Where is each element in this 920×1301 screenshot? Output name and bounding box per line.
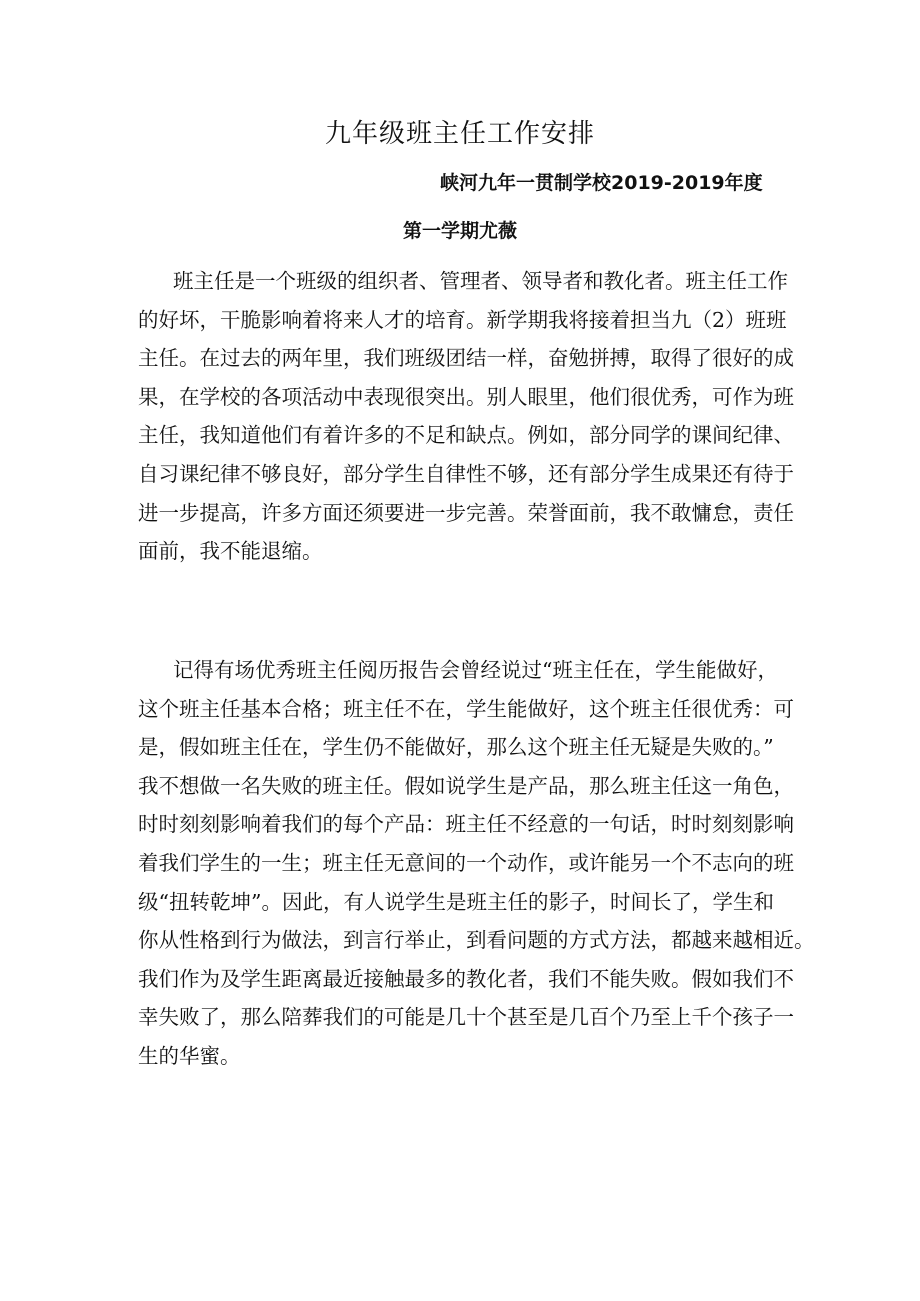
paragraph-1-line: 主任。在过去的两年里，我们班级团结一样，奋勉拼搏，取得了很好的成	[138, 346, 794, 371]
paragraph-2-line: 这个班主任基本合格；班主任不在，学生能做好，这个班主任很优秀：可	[138, 696, 794, 721]
paragraph-2-line: 你从性格到行为做法，到言行举止，到看问题的方式方法，都越来越相近。	[138, 928, 815, 953]
paragraph-2-line: 我们作为及学生距离最近接触最多的教化者，我们不能失败。假如我们不	[138, 966, 794, 991]
paragraph-2-line: 着我们学生的一生；班主任无意间的一个动作，或许能另一个不志向的班	[138, 850, 794, 875]
paragraph-1-line: 自习课纪律不够良好，部分学生自律性不够，还有部分学生成果还有待于	[138, 461, 794, 486]
paragraph-2-line: 级“扭转乾坤”。因此，有人说学生是班主任的影子，时间长了，学生和	[138, 889, 774, 914]
paragraph-1-line: 班主任是一个班级的组织者、管理者、领导者和教化者。班主任工作	[173, 269, 788, 293]
paragraph-1-line: 主任，我知道他们有着许多的不足和缺点。例如，部分同学的课间纪律、	[138, 423, 794, 448]
paragraph-2	[138, 651, 815, 1076]
paragraph-1-line: 果，在学校的各项活动中表现很突出。别人眼里，他们很优秀，可作为班	[138, 384, 794, 409]
paragraph-1	[138, 262, 794, 571]
term-author-line: 第一学期尤薇	[402, 220, 517, 242]
paragraph-2-line: 记得有场优秀班主任阅历报告会曾经说过“班主任在，学生能做好，	[173, 658, 778, 682]
paragraph-2-line: 是，假如班主任在，学生仍不能做好，那么这个班主任无疑是失败的。”	[138, 735, 774, 760]
paragraph-1-line: 的好坏，干脆影响着将来人才的培育。新学期我将接着担当九（2）班班	[138, 307, 787, 332]
document-title: 九年级班主任工作安排	[324, 119, 595, 149]
paragraph-1-line: 面前，我不能退缩。	[138, 539, 323, 564]
paragraph-2-line: 时时刻刻影响着我们的每个产品：班主任不经意的一句话，时时刻刻影响	[138, 812, 794, 837]
paragraph-2-line: 生的华蜜。	[138, 1043, 241, 1068]
paragraph-1-line: 进一步提高，许多方面还须要进一步完善。荣誉面前，我不敢慵怠，责任	[138, 500, 794, 525]
paragraph-2-line: 幸失败了，那么陪葬我们的可能是几十个甚至是几百个乃至上千个孩子一	[138, 1005, 794, 1030]
paragraph-2-line: 我不想做一名失败的班主任。假如说学生是产品，那么班主任这一角色，	[138, 773, 794, 798]
school-year-subtitle: 峡河九年一贯制学校2019-2019年度	[440, 172, 763, 194]
